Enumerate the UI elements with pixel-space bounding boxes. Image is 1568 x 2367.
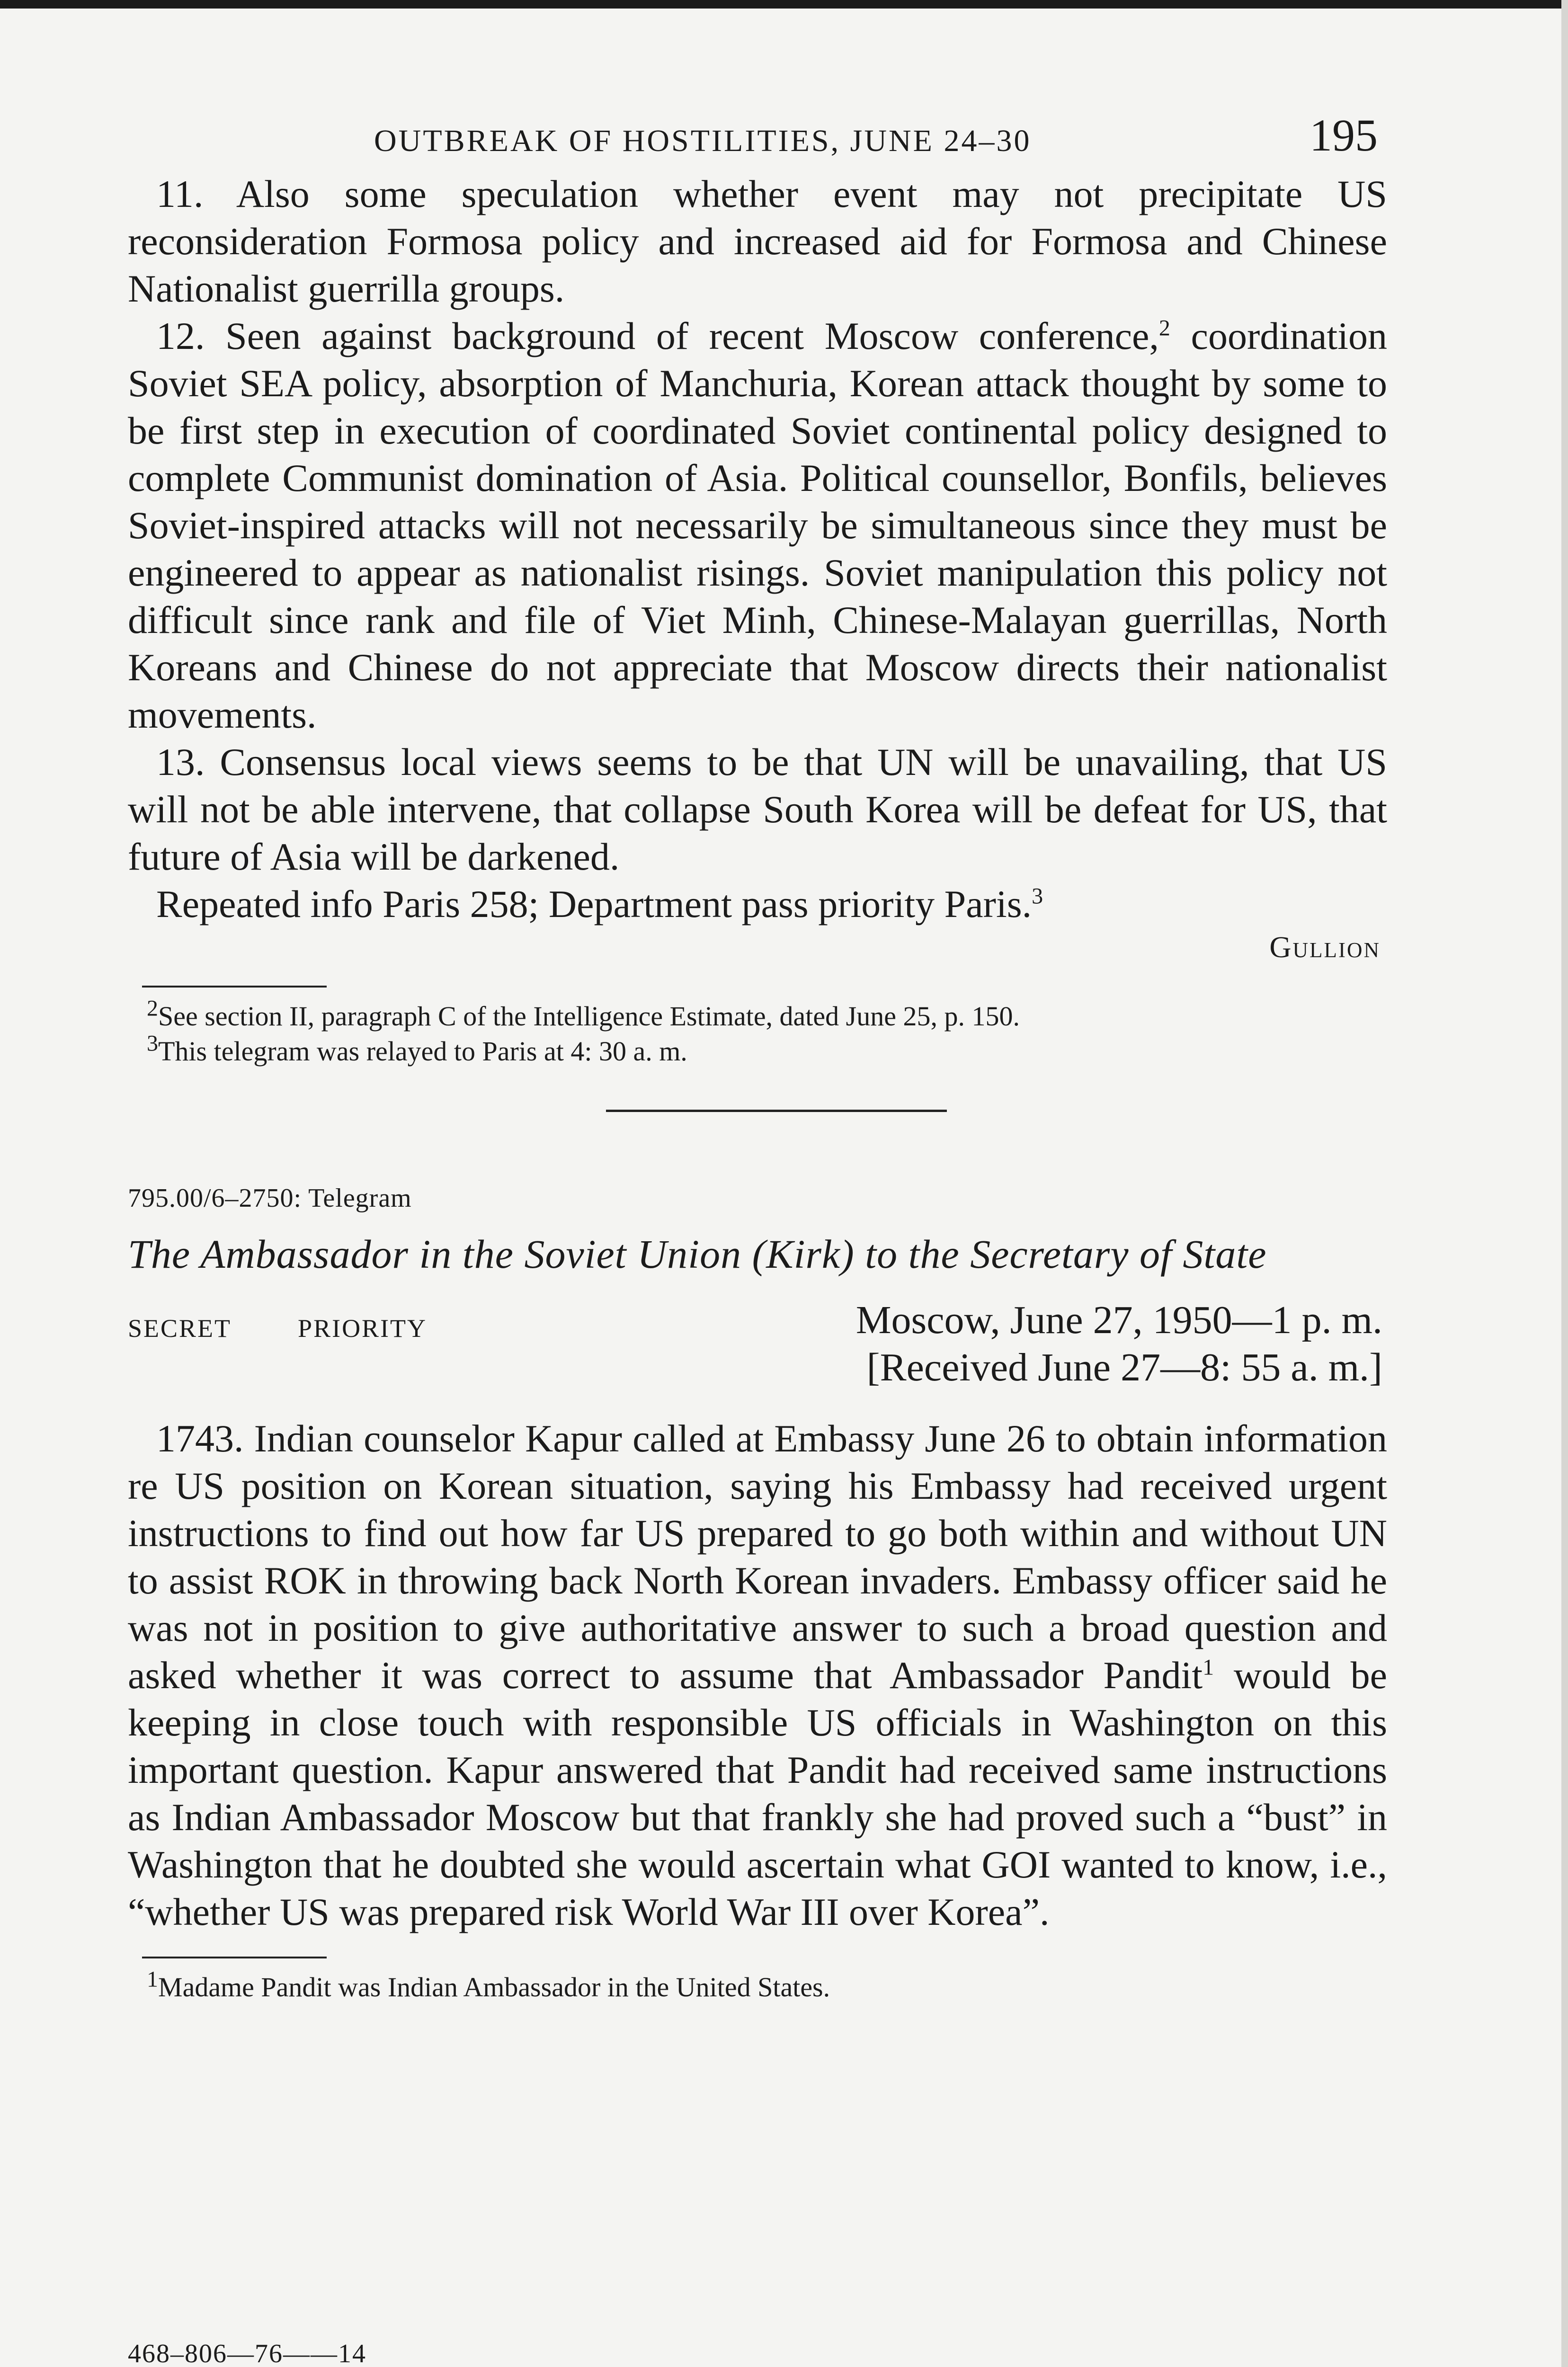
footnote-ref-1: 1: [1203, 1655, 1214, 1680]
page-number: 195: [1310, 110, 1378, 160]
page-edge: [1561, 0, 1568, 2367]
footnote: [147, 1967, 1387, 2005]
paragraph-12-text-a: 12. Seen against background of recent Moscow conference,: [156, 314, 1159, 357]
footnote-mark: 2: [147, 996, 158, 1021]
paragraph-11: 11. Also some speculation whether event may not precipitate US reconsideration Formosa policy and increased aid for Formosa and Chinese Nationalist guerrilla groups.: [128, 172, 1387, 310]
footnote-ref-2: 2: [1158, 315, 1170, 341]
document-file-id: 795.00/6–2750: Telegram: [128, 1184, 412, 1213]
running-head: [128, 95, 1387, 170]
telegram-body: [128, 1415, 1387, 1936]
paragraph-12: [128, 312, 1387, 739]
received-line: [Received June 27—8: 55 a. m.]: [866, 1345, 1382, 1389]
repeated-info-text: Repeated info Paris 258; Department pass priority Paris.: [156, 882, 1032, 925]
section-divider: [606, 1110, 947, 1112]
footnote: [147, 996, 1387, 1034]
dateline-block: [856, 1297, 1382, 1391]
print-code: 468–806—76——14: [128, 2339, 366, 2367]
footnotes-section-1: [128, 996, 1387, 1069]
document-page: [128, 95, 1387, 2005]
top-border: [0, 0, 1568, 9]
footnote-mark: 3: [147, 1031, 158, 1056]
footnote-text: Madame Pandit was Indian Ambassador in the United States.: [158, 1972, 830, 2002]
telegram-header: [128, 1297, 1387, 1415]
footnote-text: See section II, paragraph C of the Intelligence Estimate, dated June 25, p. 150.: [158, 1001, 1020, 1032]
dateline: Moscow, June 27, 1950—1 p. m.: [855, 1298, 1382, 1342]
telegram-body-text-b: would be keeping in close touch with responsible US officials in Washington on this important question. Kapur answered that Pandit had received same instructions as Indian Ambassador Moscow but that frankly she had proved such a “bust” in Washington that he doubted she would ascertain what GOI wanted to know, i.e., “whether US was prepared risk World War III over Korea”.: [128, 1654, 1387, 1933]
classification-label: SECRET: [128, 1314, 232, 1343]
paragraph-13: 13. Consensus local views seems to be that UN will be unavailing, that US will not be able intervene, that collapse South Korea will be defeat for US, that future of Asia will be darkened.: [128, 740, 1387, 878]
footnote-rule: [142, 986, 327, 988]
document-title: The Ambassador in the Soviet Union (Kirk) to the Secretary of State: [128, 1231, 1267, 1277]
signature: Gullion: [1269, 930, 1381, 964]
classification-line: [128, 1314, 427, 1343]
priority-label: PRIORITY: [298, 1314, 428, 1343]
footnote: [147, 1031, 1387, 1069]
footnote-ref-3: 3: [1032, 883, 1043, 909]
footnote-text: This telegram was relayed to Paris at 4: 30 a. m.: [158, 1036, 687, 1067]
footnotes-section-2: [128, 1967, 1387, 2005]
repeated-info: [128, 881, 1387, 928]
paragraph-12-text-b: coordination Soviet SEA policy, absorption of Manchuria, Korean attack thought by some to be first step in execution of coordinated Soviet continental policy designed to complete Communist domination of Asia. Political counsellor, Bonfils, believes Soviet-inspired attacks will not necessarily be simultaneous since they must be engineered to appear as nationalist risings. Soviet manipulation this policy not difficult since rank and file of Viet Minh, Chinese-Malayan guerrillas, North Koreans and Chinese do not appreciate that Moscow directs their nationalist movements.: [128, 314, 1387, 736]
telegram-body-text-a: 1743. Indian counselor Kapur called at Embassy June 26 to obtain information re US position on Korean situation, saying his Embassy had received urgent instructions to find out how far US prepared to go both within and without UN to assist ROK in throwing back North Korean invaders. Embassy officer said he was not in position to give authoritative answer to such a broad question and asked whether it was correct to assume that Ambassador Pandit: [128, 1417, 1387, 1697]
running-title: OUTBREAK OF HOSTILITIES, JUNE 24–30: [374, 124, 1032, 158]
footnote-mark: 1: [147, 1967, 158, 1992]
footnote-rule: [142, 1957, 327, 1958]
